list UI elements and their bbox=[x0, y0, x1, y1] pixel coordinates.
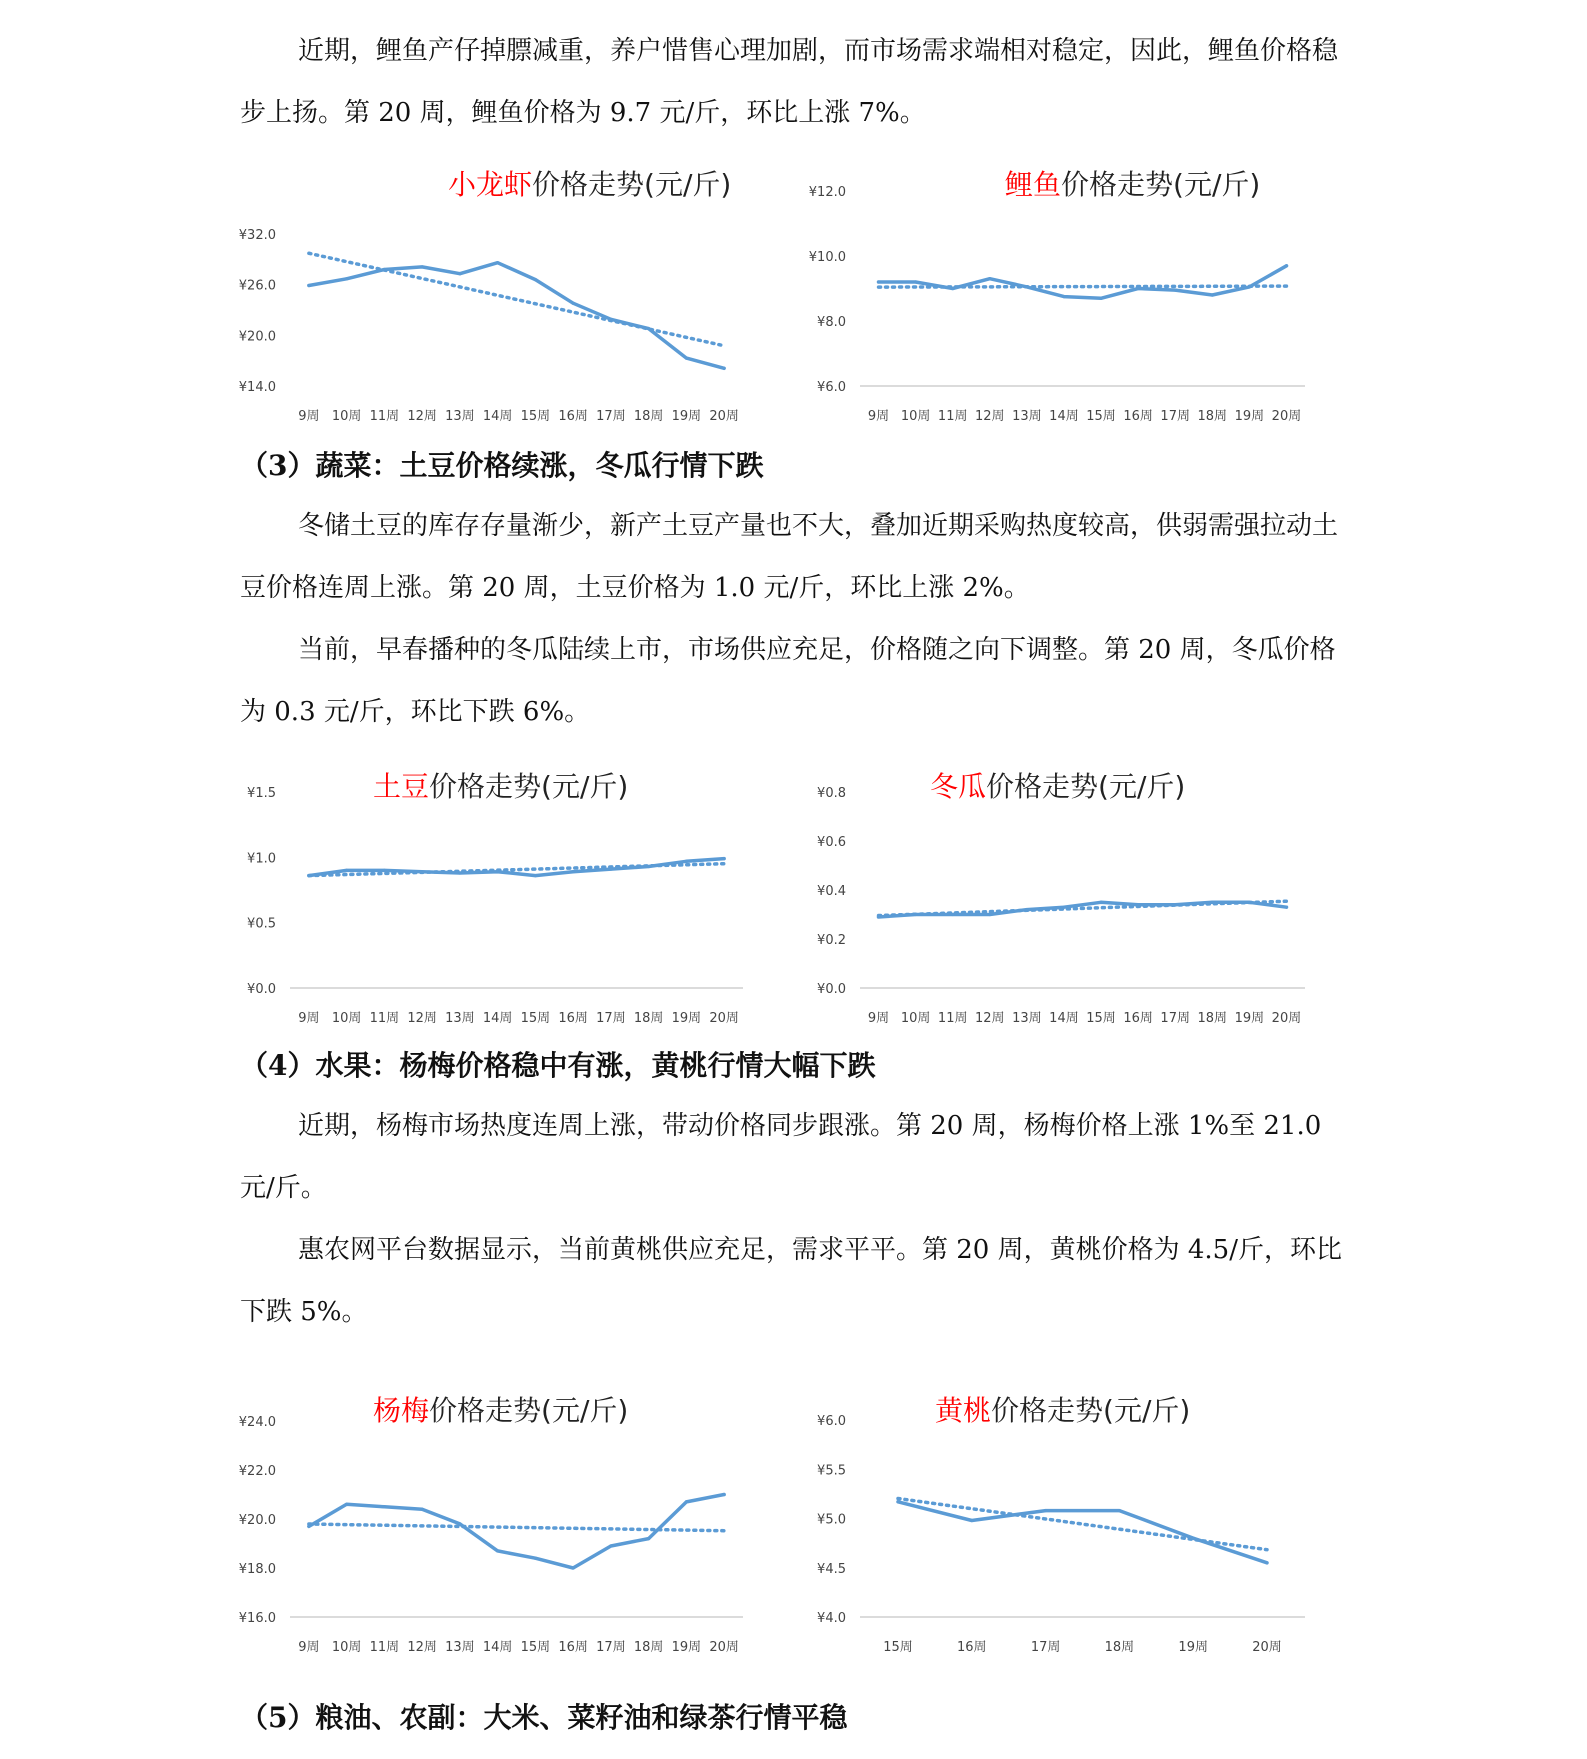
y-tick-label: ¥20.0 bbox=[238, 1513, 276, 1528]
y-tick-label: ¥0.5 bbox=[247, 916, 276, 932]
data-point bbox=[1285, 264, 1288, 267]
x-tick-label: 9周 bbox=[298, 1011, 320, 1026]
data-point bbox=[609, 318, 612, 321]
heading-grain-oil: （5）粮油、农副：大米、菜籽油和绿茶行情平稳 bbox=[240, 1701, 848, 1734]
data-point bbox=[534, 874, 537, 877]
data-point bbox=[877, 280, 880, 283]
x-tick-label: 11周 bbox=[369, 1011, 400, 1026]
chart-title-highlight: 冬瓜 bbox=[930, 770, 987, 803]
x-tick-label: 12周 bbox=[407, 1640, 437, 1655]
x-tick-label: 10周 bbox=[900, 1011, 931, 1026]
paragraph-carp: 近期，鲤鱼产仔掉膘减重，养户惜售心理加剧，而市场需求端相对稳定，因此，鲤鱼价格稳步上扬。第 20 周，鲤鱼价格为 9.7 元/斤，环比上涨 7%。 bbox=[240, 36, 1339, 128]
data-point bbox=[496, 870, 499, 873]
data-point bbox=[307, 874, 310, 877]
data-point bbox=[1248, 901, 1251, 904]
chart-title bbox=[373, 1394, 628, 1427]
data-point bbox=[1099, 901, 1102, 904]
data-point bbox=[647, 865, 650, 868]
data-point bbox=[307, 1525, 310, 1528]
x-tick-label: 14周 bbox=[482, 409, 513, 424]
data-point bbox=[1025, 285, 1028, 288]
x-tick-label: 18周 bbox=[1197, 1011, 1228, 1026]
x-tick-label: 16周 bbox=[558, 409, 588, 424]
y-tick-label: ¥22.0 bbox=[238, 1464, 276, 1479]
potato-price-chart bbox=[238, 760, 758, 1030]
y-tick-label: ¥18.0 bbox=[238, 1562, 276, 1577]
data-point bbox=[1211, 293, 1214, 296]
x-tick-label: 13周 bbox=[445, 1011, 475, 1026]
x-tick-label: 14周 bbox=[1049, 409, 1079, 424]
y-tick-label: ¥5.0 bbox=[817, 1512, 846, 1528]
y-tick-label: ¥12.0 bbox=[808, 185, 846, 200]
x-tick-label: 13周 bbox=[445, 1640, 475, 1655]
x-tick-label: 12周 bbox=[975, 409, 1005, 424]
chart-title-rest: 价格走势(元/斤) bbox=[1061, 168, 1261, 201]
x-tick-label: 17周 bbox=[1030, 1640, 1061, 1655]
data-point bbox=[572, 870, 575, 873]
data-point bbox=[1265, 1561, 1268, 1564]
x-tick-label: 10周 bbox=[331, 1640, 362, 1655]
x-tick-label: 18周 bbox=[633, 1011, 664, 1026]
x-tick-label: 15周 bbox=[883, 1640, 913, 1655]
data-point bbox=[458, 871, 461, 874]
data-point bbox=[609, 1544, 612, 1547]
x-tick-label: 11周 bbox=[369, 409, 400, 424]
paragraph-potato: 冬储土豆的库存存量渐少，新产土豆产量也不大，叠加近期采购热度较高，供弱需强拉动土豆价格连周上涨。第 20 周，土豆价格为 1.0 元/斤，环比上涨 2%。 bbox=[240, 511, 1339, 603]
x-tick-label: 12周 bbox=[975, 1011, 1005, 1026]
x-tick-label: 20周 bbox=[1271, 409, 1302, 424]
chart-title-highlight: 鲤鱼 bbox=[1005, 168, 1062, 201]
crayfish-price-chart bbox=[238, 158, 758, 428]
data-point bbox=[421, 1508, 424, 1511]
bayberry-price-chart bbox=[238, 1385, 758, 1655]
chart-title bbox=[930, 770, 1185, 803]
data-point bbox=[970, 1519, 973, 1522]
x-tick-label: 20周 bbox=[1271, 1011, 1302, 1026]
price-series-line bbox=[879, 266, 1287, 299]
data-point bbox=[647, 327, 650, 330]
x-tick-label: 18周 bbox=[1104, 1640, 1135, 1655]
x-tick-label: 14周 bbox=[482, 1640, 513, 1655]
paragraph-wintermelon: 当前，早春播种的冬瓜陆续上市，市场供应充足，价格随之向下调整。第 20 周，冬瓜价格为 0.3 元/斤，环比下跌 6%。 bbox=[240, 635, 1336, 727]
chart-title bbox=[373, 770, 628, 803]
x-tick-label: 19周 bbox=[1234, 1011, 1265, 1026]
x-tick-label: 18周 bbox=[633, 1640, 664, 1655]
y-tick-label: ¥14.0 bbox=[238, 380, 276, 395]
y-tick-label: ¥24.0 bbox=[238, 1415, 276, 1430]
y-tick-label: ¥0.4 bbox=[817, 884, 846, 899]
data-point bbox=[988, 913, 991, 916]
x-tick-label: 16周 bbox=[1123, 409, 1153, 424]
x-tick-label: 15周 bbox=[520, 409, 551, 424]
x-tick-label: 16周 bbox=[558, 1640, 588, 1655]
price-series-line bbox=[309, 263, 724, 369]
y-tick-label: ¥16.0 bbox=[238, 1611, 276, 1626]
y-tick-label: ¥0.6 bbox=[817, 835, 846, 850]
heading-vegetables: （3）蔬菜：土豆价格续涨，冬瓜行情下跌 bbox=[240, 449, 764, 482]
data-point bbox=[951, 913, 954, 916]
data-point bbox=[1137, 903, 1140, 906]
chart-title-rest: 价格走势(元/斤) bbox=[429, 1394, 629, 1427]
x-tick-label: 14周 bbox=[1049, 1011, 1079, 1026]
data-point bbox=[951, 287, 954, 290]
y-tick-label: ¥0.2 bbox=[817, 933, 846, 948]
x-tick-label: 9周 bbox=[298, 1640, 320, 1655]
x-tick-label: 13周 bbox=[1012, 409, 1042, 424]
wintermelon-price-chart bbox=[800, 760, 1320, 1030]
data-point bbox=[988, 277, 991, 280]
y-tick-label: ¥1.0 bbox=[247, 851, 276, 867]
peach-price-chart bbox=[800, 1385, 1320, 1655]
heading-fruit: （4）水果：杨梅价格稳中有涨，黄桃行情大幅下跌 bbox=[240, 1049, 876, 1082]
data-point bbox=[496, 261, 499, 264]
data-point bbox=[685, 1500, 688, 1503]
x-tick-label: 16周 bbox=[1123, 1011, 1153, 1026]
data-point bbox=[345, 869, 348, 872]
x-tick-label: 12周 bbox=[407, 409, 437, 424]
chart-title-highlight: 小龙虾 bbox=[448, 168, 533, 201]
chart-title bbox=[448, 168, 731, 201]
x-tick-label: 15周 bbox=[520, 1011, 551, 1026]
data-point bbox=[1025, 908, 1028, 911]
data-point bbox=[1248, 285, 1251, 288]
y-tick-label: ¥0.0 bbox=[247, 982, 276, 997]
x-tick-label: 15周 bbox=[1086, 1011, 1116, 1026]
x-tick-label: 19周 bbox=[1234, 409, 1265, 424]
data-point bbox=[496, 1549, 499, 1552]
y-tick-label: ¥10.0 bbox=[808, 250, 846, 265]
data-point bbox=[896, 1500, 899, 1503]
chart-title-rest: 价格走势(元/斤) bbox=[429, 770, 629, 803]
x-tick-label: 15周 bbox=[520, 1640, 551, 1655]
data-point bbox=[685, 860, 688, 863]
data-point bbox=[534, 278, 537, 281]
data-point bbox=[345, 277, 348, 280]
x-tick-label: 9周 bbox=[298, 409, 320, 424]
data-point bbox=[534, 1557, 537, 1560]
data-point bbox=[914, 913, 917, 916]
y-tick-label: ¥0.8 bbox=[817, 786, 846, 801]
data-point bbox=[1285, 906, 1288, 909]
data-point bbox=[572, 302, 575, 305]
x-tick-label: 13周 bbox=[1012, 1011, 1042, 1026]
x-tick-label: 13周 bbox=[445, 409, 475, 424]
y-tick-label: ¥4.0 bbox=[817, 1611, 846, 1626]
y-tick-label: ¥32.0 bbox=[238, 228, 276, 243]
x-tick-label: 19周 bbox=[1178, 1640, 1208, 1655]
x-tick-label: 19周 bbox=[671, 409, 702, 424]
x-tick-label: 19周 bbox=[671, 1640, 702, 1655]
x-tick-label: 11周 bbox=[369, 1640, 400, 1655]
data-point bbox=[458, 272, 461, 275]
chart-title-rest: 价格走势(元/斤) bbox=[986, 770, 1186, 803]
chart-title-highlight: 杨梅 bbox=[373, 1394, 430, 1427]
x-tick-label: 17周 bbox=[596, 409, 626, 424]
chart-title-highlight: 土豆 bbox=[373, 770, 430, 803]
data-point bbox=[914, 280, 917, 283]
data-point bbox=[383, 268, 386, 271]
data-point bbox=[1137, 287, 1140, 290]
data-point bbox=[307, 284, 310, 287]
x-tick-label: 16周 bbox=[558, 1011, 588, 1026]
data-point bbox=[877, 915, 880, 918]
data-point bbox=[383, 869, 386, 872]
y-tick-label: ¥5.5 bbox=[817, 1463, 846, 1479]
trend-line bbox=[309, 253, 724, 346]
data-point bbox=[647, 1537, 650, 1540]
x-tick-label: 9周 bbox=[867, 1011, 890, 1026]
chart-title bbox=[935, 1394, 1190, 1427]
y-tick-label: ¥0.0 bbox=[817, 982, 846, 997]
x-tick-label: 17周 bbox=[596, 1011, 626, 1026]
data-point bbox=[421, 265, 424, 268]
data-point bbox=[1062, 295, 1065, 298]
x-tick-label: 20周 bbox=[1252, 1640, 1282, 1655]
x-tick-label: 11周 bbox=[937, 409, 968, 424]
x-tick-label: 10周 bbox=[900, 409, 931, 424]
x-tick-label: 11周 bbox=[937, 1011, 968, 1026]
data-point bbox=[421, 870, 424, 873]
x-tick-label: 20周 bbox=[709, 1011, 739, 1026]
trend-line bbox=[898, 1498, 1267, 1549]
x-tick-label: 9周 bbox=[867, 409, 890, 424]
x-tick-label: 14周 bbox=[482, 1011, 513, 1026]
data-point bbox=[345, 1503, 348, 1506]
x-tick-label: 15周 bbox=[1086, 409, 1116, 424]
x-tick-label: 10周 bbox=[331, 409, 362, 424]
chart-title bbox=[1005, 168, 1260, 201]
x-tick-label: 20周 bbox=[709, 1640, 739, 1655]
data-point bbox=[723, 367, 726, 370]
data-point bbox=[723, 857, 726, 860]
data-point bbox=[723, 1493, 726, 1496]
data-point bbox=[1192, 1537, 1195, 1540]
data-point bbox=[458, 1522, 461, 1525]
y-tick-label: ¥1.5 bbox=[247, 786, 276, 801]
data-point bbox=[1062, 906, 1065, 909]
x-tick-label: 16周 bbox=[957, 1640, 987, 1655]
y-tick-label: ¥6.0 bbox=[817, 1414, 846, 1429]
x-tick-label: 17周 bbox=[596, 1640, 626, 1655]
chart-title-highlight: 黄桃 bbox=[935, 1394, 992, 1427]
x-tick-label: 18周 bbox=[633, 409, 664, 424]
data-point bbox=[383, 1505, 386, 1508]
x-tick-label: 17周 bbox=[1160, 1011, 1190, 1026]
data-point bbox=[1174, 903, 1177, 906]
carp-price-chart bbox=[800, 158, 1320, 428]
y-tick-label: ¥8.0 bbox=[817, 315, 846, 330]
data-point bbox=[1174, 289, 1177, 292]
paragraph-bayberry: 近期，杨梅市场热度连周上涨，带动价格同步跟涨。第 20 周，杨梅价格上涨 1%至 21.0 元/斤。 bbox=[240, 1111, 1322, 1203]
data-point bbox=[685, 357, 688, 360]
x-tick-label: 12周 bbox=[407, 1011, 437, 1026]
y-tick-label: ¥6.0 bbox=[817, 380, 846, 395]
x-tick-label: 10周 bbox=[331, 1011, 362, 1026]
paragraph-peach: 惠农网平台数据显示，当前黄桃供应充足，需求平平。第 20 周，黄桃价格为 4.5/斤，环比下跌 5%。 bbox=[240, 1235, 1342, 1327]
y-tick-label: ¥26.0 bbox=[238, 278, 276, 294]
y-tick-label: ¥20.0 bbox=[238, 329, 276, 345]
data-point bbox=[1118, 1509, 1121, 1512]
chart-title-rest: 价格走势(元/斤) bbox=[532, 168, 732, 201]
x-tick-label: 19周 bbox=[671, 1011, 702, 1026]
data-point bbox=[572, 1566, 575, 1569]
price-series-line bbox=[309, 1495, 724, 1569]
x-tick-label: 18周 bbox=[1197, 409, 1228, 424]
data-point bbox=[1099, 297, 1102, 300]
data-point bbox=[1044, 1509, 1047, 1512]
x-tick-label: 17周 bbox=[1160, 409, 1190, 424]
data-point bbox=[1211, 901, 1214, 904]
data-point bbox=[609, 867, 612, 870]
x-tick-label: 20周 bbox=[709, 409, 739, 424]
y-tick-label: ¥4.5 bbox=[817, 1561, 846, 1577]
price-series-line bbox=[898, 1502, 1267, 1563]
chart-title-rest: 价格走势(元/斤) bbox=[991, 1394, 1191, 1427]
